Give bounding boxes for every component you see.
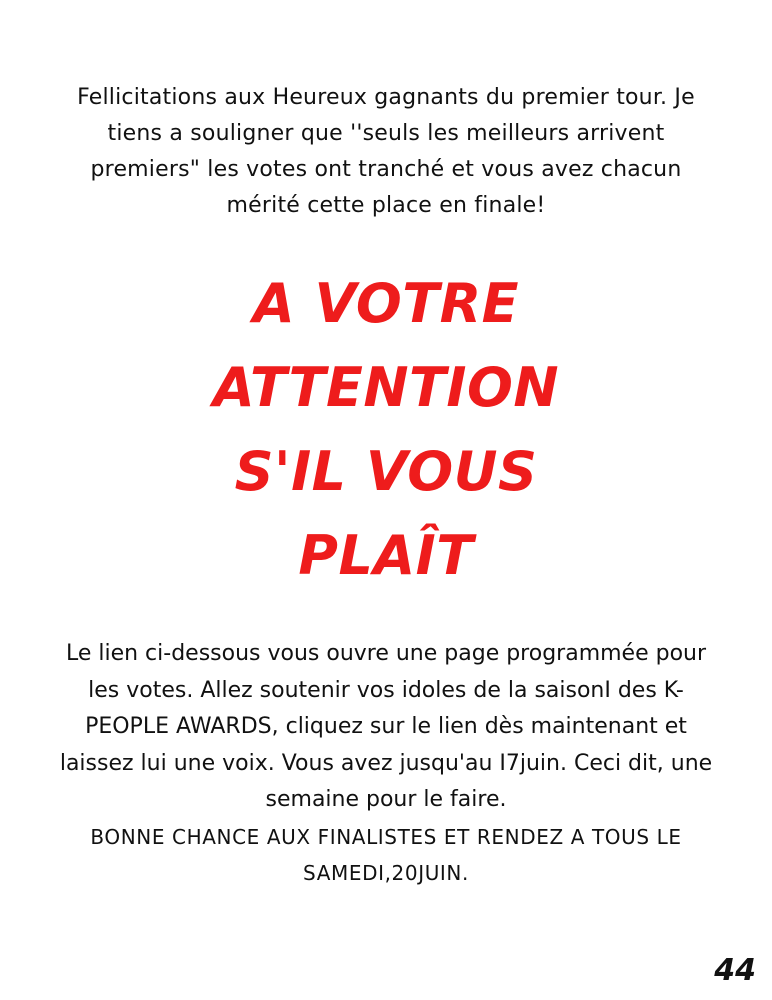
- intro-paragraph: [60, 80, 712, 224]
- intro-text: Fellicitations aux Heureux gagnants du premier tour. Je tiens a souligner que ''seuls les meilleurs arrivent premiers" les votes ont tranché et vous avez chacun mérité cette place en finale!: [77, 85, 695, 218]
- headline-line-1: A VOTRE: [252, 272, 520, 335]
- closing-announcement: BONNE CHANCE AUX FINALISTES ET RENDEZ A TOUS LE SAMEDI,20JUIN.: [90, 824, 682, 885]
- headline-line-2: ATTENTION: [212, 356, 560, 419]
- headline-line-3: S'IL VOUS: [234, 440, 538, 503]
- voting-info-paragraph: [56, 636, 716, 892]
- voting-info-text: Le lien ci-dessous vous ouvre une page programmée pour les votes. Allez soutenir vos idoles de la saisonI des K-PEOPLE AWARDS, cliquez sur le lien dès maintenant et laissez lui une voix. Vous avez jusqu'au I7juin. Ceci dit, une semaine pour le faire.: [59, 641, 713, 812]
- attention-headline: [0, 262, 772, 598]
- page-number: 44: [714, 953, 756, 988]
- headline-line-4: PLAÎT: [298, 524, 474, 587]
